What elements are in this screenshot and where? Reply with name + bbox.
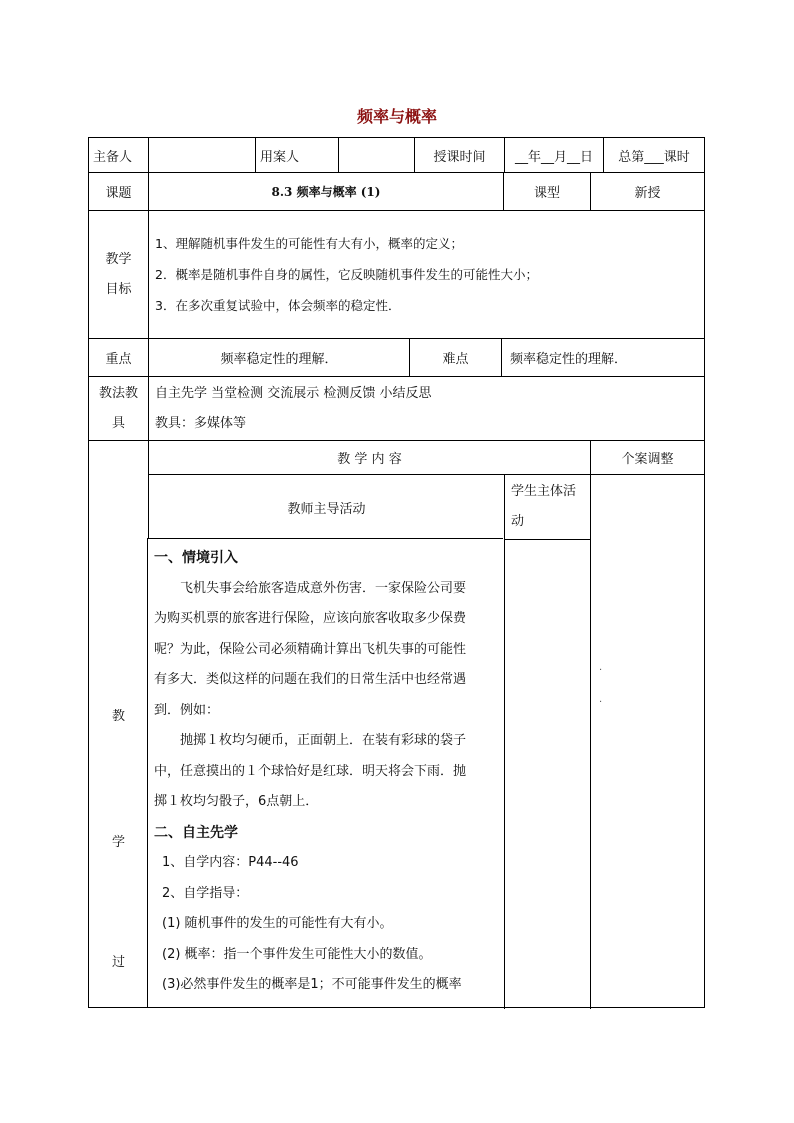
teacher-activity-content — [147, 538, 503, 1008]
content-line: 1、自学内容：P44--46 — [162, 855, 299, 870]
adjust-column — [590, 474, 704, 1009]
tools-value: 教具：多媒体等 — [155, 415, 247, 431]
student-activity-column — [504, 539, 590, 1009]
content-line: 呢？为此，保险公司必须精确计算出飞机失事的可能性 — [154, 641, 467, 657]
section-heading: 一、情境引入 — [154, 550, 238, 566]
content-line: 掷１枚均匀骰子，6点朝上． — [154, 794, 319, 809]
process-label-char2: 学 — [111, 835, 125, 850]
topic-label: 课题 — [89, 172, 148, 210]
objective-item: 1、理解随机事件发生的可能性有大有小，概率的定义； — [155, 236, 463, 251]
objective-item: 2．概率是随机事件自身的属性，它反映随机事件发生的可能性大小； — [155, 267, 538, 282]
page-title: 频率与概率 — [356, 107, 437, 126]
student-header-line2: 动 — [511, 514, 525, 529]
content-line: (3)必然事件发生的概率是1；不可能事件发生的概率 — [162, 977, 462, 992]
objectives-list — [148, 210, 704, 338]
methods-label-line1: 教法教 — [98, 385, 138, 401]
dot-mark: · — [599, 697, 603, 708]
focus-value: 频率稳定性的理解． — [148, 338, 409, 376]
content-line: 2、自学指导： — [162, 885, 249, 901]
content-line: 抛掷１枚均匀硬币，正面朝上．在装有彩球的袋子 — [180, 733, 467, 748]
lesson-type-label: 课型 — [503, 172, 590, 210]
total-period-value: 总第___课时 — [603, 138, 704, 172]
process-label-char3: 过 — [111, 955, 125, 970]
process-label-char1: 教 — [111, 709, 125, 724]
content-line: 有多大．类似这样的问题在我们的日常生活中也经常遇 — [154, 672, 467, 687]
objectives-label-line2: 目标 — [105, 281, 132, 297]
topic-value: 8.3 频率与概率 (1) — [148, 172, 503, 210]
difficulty-label: 难点 — [409, 338, 501, 376]
process-label — [89, 440, 148, 1009]
methods-content — [148, 376, 704, 440]
content-header: 教 学 内 容 — [148, 440, 590, 474]
teacher-header: 教师主导活动 — [148, 474, 504, 539]
teaching-time-label: 授课时间 — [414, 138, 504, 172]
student-header — [504, 474, 590, 539]
dot-mark: · — [599, 665, 603, 676]
student-header-line1: 学生主体活 — [511, 484, 577, 499]
content-line: 到．例如： — [154, 702, 220, 718]
difficulty-value: 频率稳定性的理解． — [501, 338, 704, 376]
preparer-label: 主备人 — [93, 149, 133, 165]
focus-label: 重点 — [89, 338, 148, 376]
objectives-label-line1: 教学 — [105, 251, 132, 267]
objective-item: 3．在多次重复试验中，体会频率的稳定性． — [155, 298, 401, 313]
content-line: 中，任意摸出的１个球恰好是红球．明天将会下雨．抛 — [154, 763, 467, 779]
methods-value: 自主先学 当堂检测 交流展示 检测反馈 小结反思 — [155, 385, 432, 401]
objectives-label — [89, 210, 148, 338]
content-line: 为购买机票的旅客进行保险，应该向旅客收取多少保费 — [154, 611, 467, 626]
content-line: 飞机失事会给旅客造成意外伤害．一家保险公司要 — [180, 580, 467, 596]
section-heading: 二、自主先学 — [154, 824, 238, 841]
content-line: (2) 概率：指一个事件发生可能性大小的数值。 — [162, 946, 432, 962]
preparer-value — [148, 138, 255, 172]
user-value — [338, 138, 414, 172]
lesson-type-value: 新授 — [590, 172, 704, 210]
adjust-header: 个案调整 — [590, 440, 704, 474]
methods-label — [89, 376, 148, 440]
user-label: 用案人 — [255, 138, 338, 172]
date-value: __年__月__日 — [504, 138, 603, 172]
content-line: (1) 随机事件的发生的可能性有大有小。 — [162, 916, 393, 931]
methods-label-line2: 具 — [111, 415, 125, 431]
